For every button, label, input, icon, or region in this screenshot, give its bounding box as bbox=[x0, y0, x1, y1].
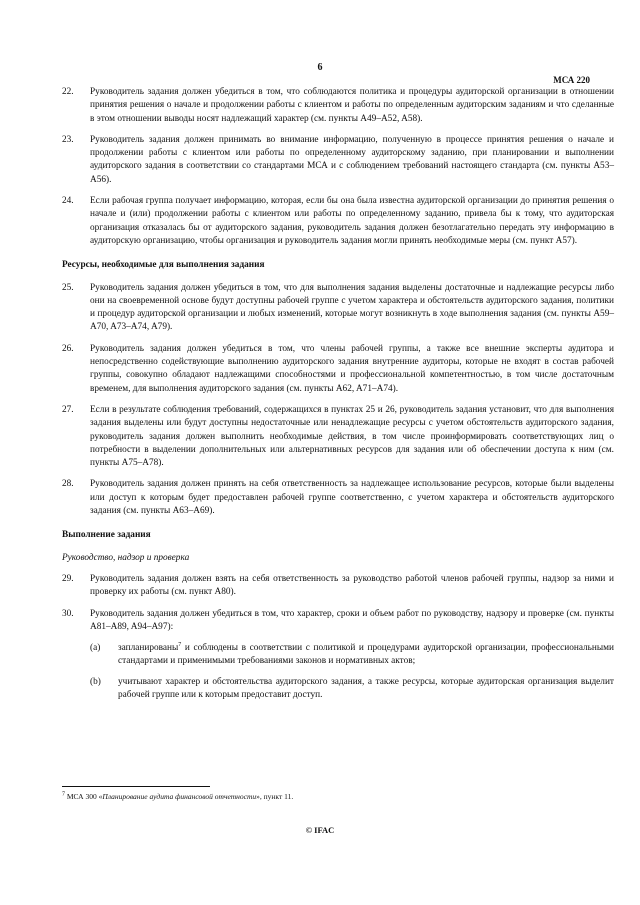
paragraph-number: 30. bbox=[62, 608, 74, 619]
footnote-mark: 7 bbox=[62, 791, 65, 798]
footnote bbox=[62, 792, 293, 801]
paragraph-24 bbox=[62, 195, 614, 248]
paragraph-30 bbox=[62, 608, 614, 635]
standard-label: МСА 220 bbox=[553, 75, 590, 85]
page-body bbox=[62, 86, 614, 709]
paragraph-number: 26. bbox=[62, 343, 74, 354]
copyright-footer: © IFAC bbox=[305, 825, 335, 835]
subparagraph-30a bbox=[90, 642, 614, 669]
paragraph-text: Руководитель задания должен убедиться в том, что соблюдаются политика и процедуры аудиторской организации в отношении принятия решения о начале и продолжении работы с клиентом и работы по определенным аудиторским заданиям и что сделанные в этом отношении выводы носят надлежащий характер (см. пункты A49–A52, A58). bbox=[90, 87, 614, 124]
paragraph-number: 23. bbox=[62, 134, 74, 145]
paragraph-text: Руководитель задания должен принимать во внимание информацию, полученную в процессе принятия решения о начале и продолжении работы с клиентом или работы по определенному аудиторскому заданию, при планировании и выполнении аудиторского задания в соответствии со стандартами МСА и с соблюдением требований настоящего стандарта (см. пункты A53– A56). bbox=[90, 134, 614, 185]
paragraph-28 bbox=[62, 478, 614, 518]
footnote-prefix: МСА 300 « bbox=[65, 792, 103, 801]
paragraph-text: Руководитель задания должен убедиться в том, что характер, сроки и объем работ по руководству, надзору и проверке (см. пункты A81–A89, A94–A97): bbox=[90, 608, 614, 632]
subparagraph-label: (b) bbox=[90, 676, 101, 687]
paragraph-number: 28. bbox=[62, 479, 74, 490]
paragraph-text: Руководитель задания должен убедиться в том, что для выполнения задания выделены достаточные и надлежащие ресурсы либо они на своевременной основе будут доступны рабочей группе с учетом характера и обстоятельств аудиторского задания, политики и процедур аудиторской организации и любых изменений, которые могут возникнуть в ходе выполнения задания (см. пункты A59–A70, A73–A74, A79). bbox=[90, 282, 614, 333]
footnote-title: Планирование аудита финансовой отчетности bbox=[102, 792, 257, 801]
paragraph-text: Если в результате соблюдения требований, содержащихся в пунктах 25 и 26, руководитель задания установит, что для выполнения задания выделены или будут доступны недостаточные или ненадлежащие ресурсы с учетом обстоятельств аудиторского задания, руководитель задания должен выполнить необходимые действия, в том числе проинформировать соответствующих лиц о потребности в выделении дополнительных или альтернативных ресурсов для задания или об обеспечении доступа к ним (см. пункты A75–A78). bbox=[90, 404, 614, 469]
paragraph-25 bbox=[62, 282, 614, 335]
paragraph-number: 29. bbox=[62, 573, 74, 584]
paragraph-23 bbox=[62, 134, 614, 187]
paragraph-text: Если рабочая группа получает информацию, которая, если бы она была известна аудиторской организации до принятия решения о начале и (или) продолжении работы с клиентом или работы по определенному заданию, привела бы к тому, что аудиторская организация отказалась бы от аудиторского задания, руководитель задания должен безотлагательно передать эту информацию в аудиторскую организацию, чтобы организация и руководитель задания могли принять необходимые меры (см. пункт A57). bbox=[90, 196, 614, 246]
paragraph-text: Руководитель задания должен убедиться в том, что члены рабочей группы, а также все внешние эксперты аудитора и непосредственно содействующие выполнению аудиторского задания внутренние аудиторы, которые не входят в состав рабочей группы, совокупно обладают надлежащими способностями и профессиональной компетентностью, в том числе достаточным временем, для выполнения аудиторского задания (см. пункты A62, A71–A74). bbox=[90, 343, 614, 394]
paragraph-22 bbox=[62, 86, 614, 126]
subparagraph-text-end: и соблюдены в соответствии с политикой и процедурами аудиторской организации, профессиональными стандартами и применимыми требованиями законов и нормативных актов; bbox=[118, 643, 614, 667]
subparagraph-text-start: запланированы bbox=[118, 643, 179, 654]
paragraph-27 bbox=[62, 404, 614, 470]
paragraph-text: Руководитель задания должен принять на себя ответственность за надлежащее использование ресурсов, которые были выделены или доступ к которым будет предоставлен рабочей группе соответственно, с учетом характера и обстоятельств аудиторского задания (см. пункты A63–A69). bbox=[90, 479, 614, 517]
paragraph-number: 24. bbox=[62, 196, 74, 207]
paragraph-text: Руководитель задания должен взять на себя ответственность за руководство работой членов рабочей группы, надзор за ними и проверку их работы (см. пункт A80). bbox=[90, 573, 614, 598]
paragraph-29 bbox=[62, 573, 614, 600]
section-heading-performance: Выполнение задания bbox=[62, 530, 151, 541]
paragraph-number: 22. bbox=[62, 87, 74, 97]
footnote-divider bbox=[62, 786, 210, 787]
section-heading-resources: Ресурсы, необходимые для выполнения задания bbox=[62, 260, 265, 271]
subparagraph-text: учитывают характер и обстоятельства аудиторского задания, а также ресурсы, которые аудиторская организация выделит рабочей группе или к которым предоставит доступ. bbox=[118, 676, 614, 700]
paragraph-number: 25. bbox=[62, 282, 74, 293]
footnote-suffix: », пункт 11. bbox=[256, 792, 294, 801]
page-number: 6 bbox=[317, 62, 323, 73]
subparagraph-text bbox=[118, 642, 614, 669]
footnote-reference[interactable]: 7 bbox=[178, 642, 182, 648]
subsection-heading-direction: Руководство, надзор и проверка bbox=[62, 552, 190, 563]
paragraph-26 bbox=[62, 343, 614, 396]
subparagraph-label: (a) bbox=[90, 643, 101, 654]
paragraph-number: 27. bbox=[62, 404, 74, 415]
subparagraph-30b bbox=[90, 676, 614, 703]
